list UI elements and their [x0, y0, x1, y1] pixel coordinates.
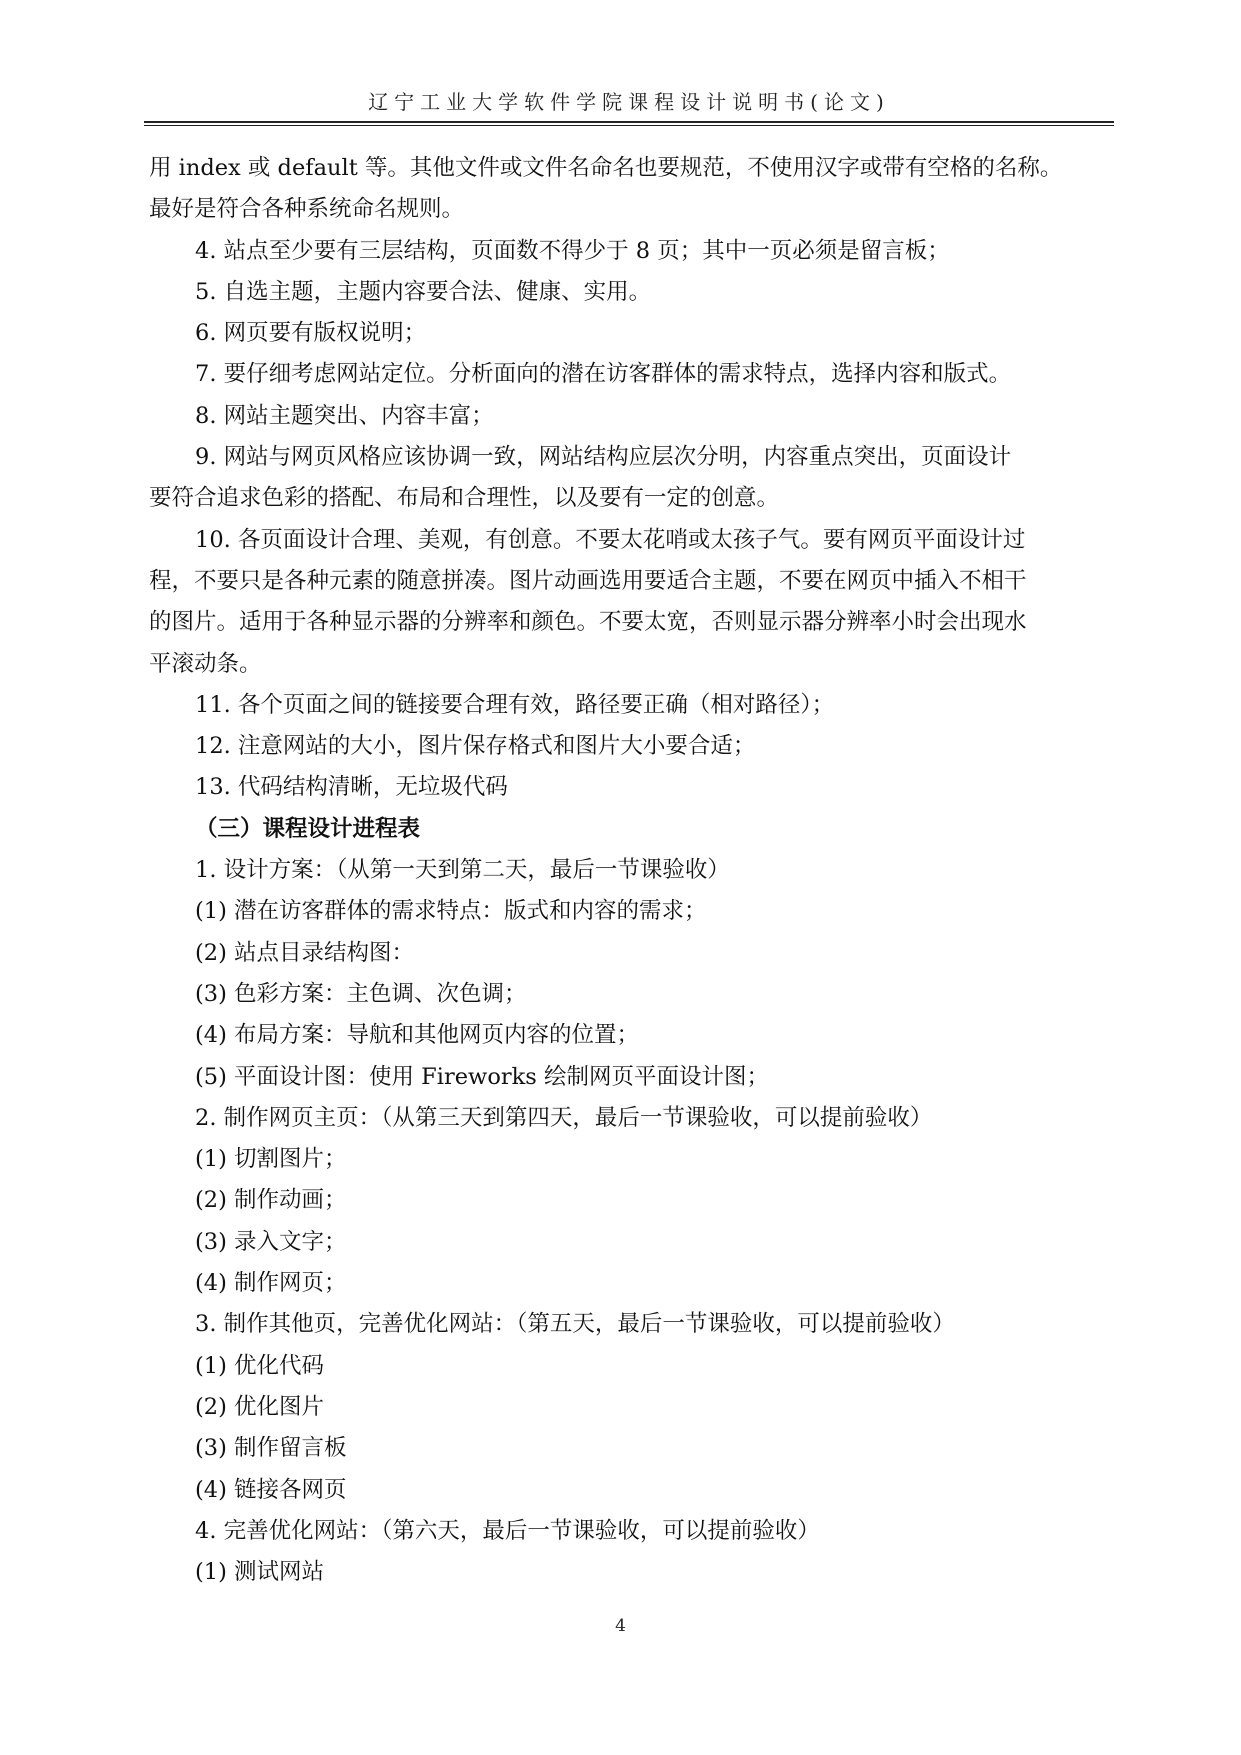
paragraph-line: 最好是符合各种系统命名规则。	[149, 196, 465, 223]
list-item: 11. 各个页面之间的链接要合理有效，路径要正确（相对路径）；	[195, 691, 835, 718]
list-item: 12. 注意网站的大小，图片保存格式和图片大小要合适；	[195, 733, 756, 760]
list-item: 10. 各页面设计合理、美观，有创意。不要太花哨或太孩子气。要有网页平面设计过	[195, 526, 1026, 553]
sub-list-item: (4) 链接各网页	[195, 1476, 347, 1503]
running-header: 辽宁工业大学软件学院课程设计说明书(论文)	[368, 90, 890, 114]
list-item: 8. 网站主题突出、内容丰富；	[195, 402, 494, 429]
sub-list-item: (2) 制作动画；	[195, 1187, 347, 1214]
list-item: 5. 自选主题，主题内容要合法、健康、实用。	[195, 278, 652, 305]
sub-list-item: (1) 优化代码	[195, 1352, 325, 1379]
sub-list-item: (4) 制作网页；	[195, 1270, 347, 1297]
page-body	[149, 148, 1111, 1593]
section-heading: （三）课程设计进程表	[195, 815, 421, 842]
list-item: 4. 站点至少要有三层结构，页面数不得少于 8 页；其中一页必须是留言板；	[195, 237, 950, 264]
list-item: 3. 制作其他页，完善优化网站：（第五天，最后一节课验收，可以提前验收）	[195, 1311, 955, 1338]
sub-list-item: (4) 布局方案：导航和其他网页内容的位置；	[195, 1022, 640, 1049]
sub-list-item: (2) 优化图片	[195, 1393, 325, 1420]
list-item: 4. 完善优化网站：（第六天，最后一节课验收，可以提前验收）	[195, 1517, 820, 1544]
paragraph-line: 程，不要只是各种元素的随意拼凑。图片动画选用要适合主题，不要在网页中插入不相干	[149, 567, 1027, 594]
sub-list-item: (2) 站点目录结构图：	[195, 939, 415, 966]
list-item: 1. 设计方案：（从第一天到第二天，最后一节课验收）	[195, 857, 730, 884]
list-item: 6. 网页要有版权说明；	[195, 320, 427, 347]
list-item: 13. 代码结构清晰，无垃圾代码	[195, 774, 508, 801]
sub-list-item: (3) 制作留言板	[195, 1435, 347, 1462]
sub-list-item: (1) 切割图片；	[195, 1146, 347, 1173]
sub-list-item: (1) 潜在访客群体的需求特点：版式和内容的需求；	[195, 898, 707, 925]
paragraph-line: 的图片。适用于各种显示器的分辨率和颜色。不要太宽，否则显示器分辨率小时会出现水	[149, 609, 1027, 636]
sub-list-item: (3) 色彩方案：主色调、次色调；	[195, 980, 527, 1007]
list-item: 7. 要仔细考虑网站定位。分析面向的潜在访客群体的需求特点，选择内容和版式。	[195, 361, 1012, 388]
list-item: 9. 网站与网页风格应该协调一致，网站结构应层次分明，内容重点突出，页面设计	[195, 444, 1012, 471]
sub-list-item: (5) 平面设计图：使用 Fireworks 绘制网页平面设计图；	[195, 1063, 769, 1090]
header-rule-thin	[144, 125, 1114, 126]
paragraph-line: 平滚动条。	[149, 650, 262, 677]
list-item: 2. 制作网页主页：（从第三天到第四天，最后一节课验收，可以提前验收）	[195, 1104, 933, 1131]
sub-list-item: (1) 测试网站	[195, 1559, 325, 1586]
header-rule	[144, 121, 1114, 123]
paragraph-line: 要符合追求色彩的搭配、布局和合理性，以及要有一定的创意。	[149, 485, 780, 512]
sub-list-item: (3) 录入文字；	[195, 1228, 347, 1255]
paragraph-line: 用 index 或 default 等。其他文件或文件名命名也要规范，不使用汉字或带有空格的名称。	[149, 155, 1063, 181]
page-number: 4	[615, 1616, 626, 1636]
